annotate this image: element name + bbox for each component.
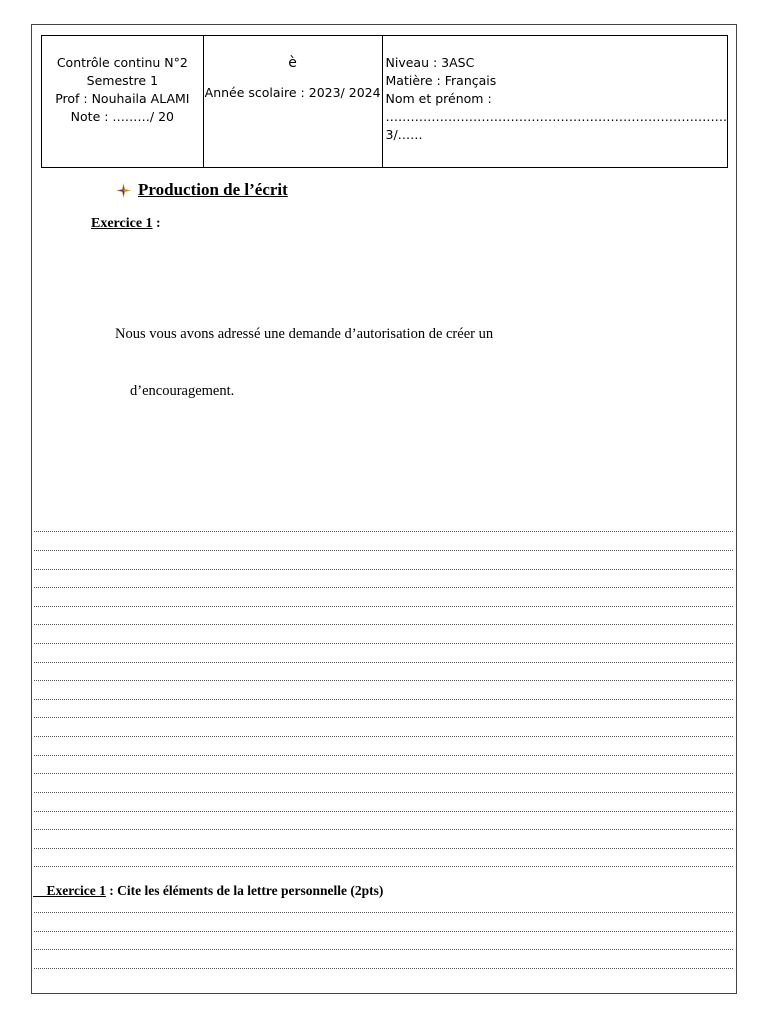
answer-line[interactable] [34, 829, 733, 830]
answer-line[interactable] [34, 606, 733, 607]
answer-line[interactable] [34, 931, 733, 932]
answer-line[interactable] [34, 773, 733, 774]
level: Niveau : 3ASC [385, 55, 475, 70]
answer-line[interactable] [34, 624, 733, 625]
answer-line[interactable] [34, 755, 733, 756]
header-middle-cell [204, 36, 383, 167]
exercise-1-heading [91, 216, 161, 232]
answer-line[interactable] [34, 811, 733, 812]
answer-line[interactable] [34, 699, 733, 700]
header-right-cell [383, 36, 727, 167]
answer-line[interactable] [34, 912, 733, 913]
answer-line[interactable] [34, 717, 733, 718]
exercise-1-text-line-2: d’encouragement. [130, 383, 235, 399]
class-field: 3/…… [385, 127, 423, 142]
answer-line[interactable] [34, 531, 733, 532]
grade-field: Note : ………/ 20 [70, 109, 175, 124]
subject: Matière : Français [385, 73, 497, 88]
answer-line[interactable] [34, 550, 733, 551]
answer-line[interactable] [34, 662, 733, 663]
name-dots: ………………………………………………………………………. [385, 109, 727, 124]
exercise-2-label: Exercice 1 [46, 883, 106, 898]
section-title-label: Production de l’écrit [138, 180, 288, 199]
exercise-1-label: Exercice 1 [91, 216, 153, 231]
answer-line[interactable] [34, 680, 733, 681]
answer-line[interactable] [34, 949, 733, 950]
answer-line[interactable] [34, 569, 733, 570]
answer-line[interactable] [34, 587, 733, 588]
four-point-star-bullet-icon [116, 183, 131, 198]
section-title [116, 180, 288, 200]
exercise-2-heading [33, 883, 383, 899]
header-table [41, 35, 728, 168]
answer-line[interactable] [34, 736, 733, 737]
exam-title: Contrôle continu N°2 [56, 55, 188, 70]
answer-line[interactable] [34, 848, 733, 849]
stray-accent: è [288, 55, 297, 71]
answer-line[interactable] [34, 968, 733, 969]
exercise-2-indent [33, 883, 47, 898]
name-label: Nom et prénom : [385, 91, 492, 106]
teacher-name: Prof : Nouhaila ALAMI [55, 91, 190, 106]
semester: Semestre 1 [86, 73, 159, 88]
exercise-1-colon: : [152, 216, 161, 231]
exercise-2-instruction: : Cite les éléments de la lettre personnelle (2pts) [105, 883, 384, 898]
answer-line[interactable] [34, 866, 733, 867]
header-left-cell [42, 36, 204, 167]
school-year: Année scolaire : 2023/ 2024 [204, 85, 381, 100]
answer-line[interactable] [34, 643, 733, 644]
answer-line[interactable] [34, 792, 733, 793]
exercise-1-text-line-1: Nous vous avons adressé une demande d’autorisation de créer un [115, 326, 494, 342]
